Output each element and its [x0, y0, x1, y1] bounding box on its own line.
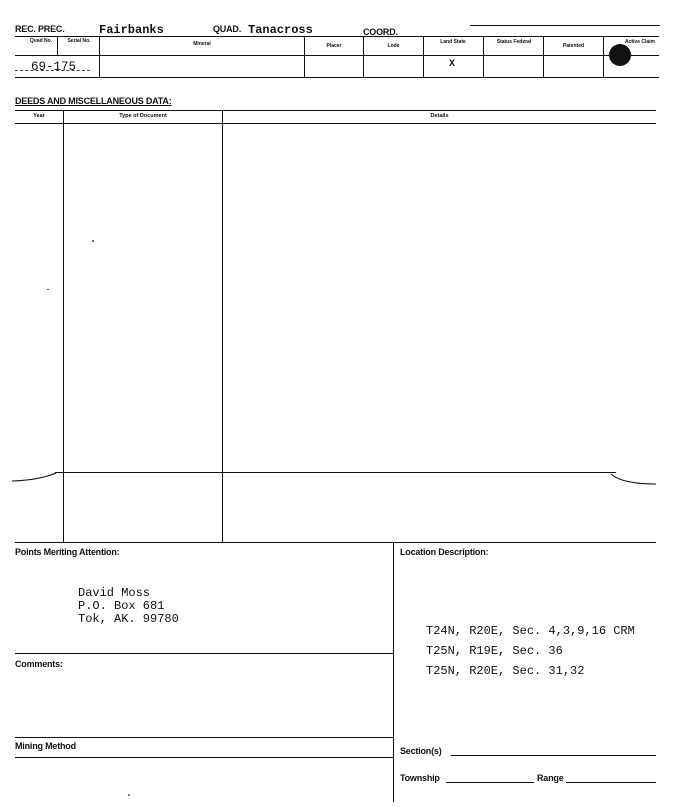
sections-fill-line[interactable]	[451, 755, 656, 756]
divider-landstate-federal	[483, 36, 484, 77]
col-lode: Lode	[387, 43, 400, 49]
mining-top-rule	[15, 737, 393, 738]
header-table-bottom-rule	[15, 77, 659, 78]
comments-label: Comments:	[15, 659, 63, 669]
col-type-of-document: Type of Document	[119, 113, 167, 119]
quad-label: QUAD.	[213, 24, 241, 34]
divider-patented-active	[603, 36, 604, 77]
points-label: Points Meriting Attention:	[15, 547, 120, 557]
mining-method-label: Mining Method	[15, 741, 76, 751]
location-label: Location Description:	[400, 547, 489, 557]
comments-top-rule	[15, 653, 393, 654]
quad-no-value: 69-175	[31, 60, 77, 74]
bottom-center-divider	[393, 542, 394, 802]
col-patented: Patented	[562, 43, 585, 49]
deeds-fold-rule	[55, 472, 616, 473]
sections-label: Section(s)	[400, 746, 442, 756]
deeds-divider-year-type	[63, 110, 64, 542]
punch-hole-mark	[609, 44, 631, 66]
range-fill-line[interactable]	[566, 782, 656, 783]
quad-value: Tanacross	[248, 23, 313, 37]
col-quad-no: Quad No.	[29, 38, 53, 44]
mining-bottom-rule	[15, 757, 393, 758]
speck	[47, 289, 49, 290]
address-line-2: P.O. Box 681	[78, 599, 165, 613]
col-land-state: Land State	[440, 39, 466, 45]
quad-no-underline	[15, 70, 90, 71]
deeds-header-rule	[15, 123, 656, 124]
township-fill-line[interactable]	[446, 782, 534, 783]
header-table-mid-rule	[15, 55, 659, 56]
divider-lode-landstate	[423, 36, 424, 77]
divider-placer-lode	[363, 36, 364, 77]
divider-federal-patented	[543, 36, 544, 77]
col-status-federal: Status Federal	[496, 39, 532, 45]
col-details: Details	[430, 113, 449, 119]
col-active-claim: Active Claim	[624, 39, 655, 45]
address-line-3: Tok, AK. 99780	[78, 612, 179, 626]
coord-label: COORD.	[363, 27, 398, 37]
land-state-mark: X	[449, 59, 456, 70]
deeds-bottom-rule	[15, 542, 656, 543]
location-line-1: T24N, R20E, Sec. 4,3,9,16 CRM	[426, 624, 635, 638]
location-line-2: T25N, R19E, Sec. 36	[426, 644, 563, 658]
rec-prec-value: Fairbanks	[99, 23, 164, 37]
coord-top-rule	[470, 25, 660, 26]
speck	[128, 794, 130, 796]
range-label: Range	[537, 773, 564, 783]
header-table-top-rule	[15, 36, 659, 37]
page-curl-right	[608, 472, 658, 488]
deeds-top-rule	[15, 110, 656, 111]
rec-prec-label: REC. PREC.	[15, 24, 65, 34]
deeds-divider-type-details	[222, 110, 223, 542]
address-line-1: David Moss	[78, 586, 151, 600]
page-curl-left	[10, 470, 60, 484]
col-year: Year	[33, 113, 45, 119]
col-serial-no: Serial No.	[67, 38, 91, 44]
col-mineral: Mineral	[193, 41, 211, 47]
deeds-title: DEEDS AND MISCELLANEOUS DATA:	[15, 96, 172, 106]
col-placer: Placer	[326, 43, 342, 49]
township-label: Township	[400, 773, 440, 783]
divider-mineral-placer	[304, 36, 305, 77]
speck	[92, 240, 94, 242]
location-line-3: T25N, R20E, Sec. 31,32	[426, 664, 585, 678]
